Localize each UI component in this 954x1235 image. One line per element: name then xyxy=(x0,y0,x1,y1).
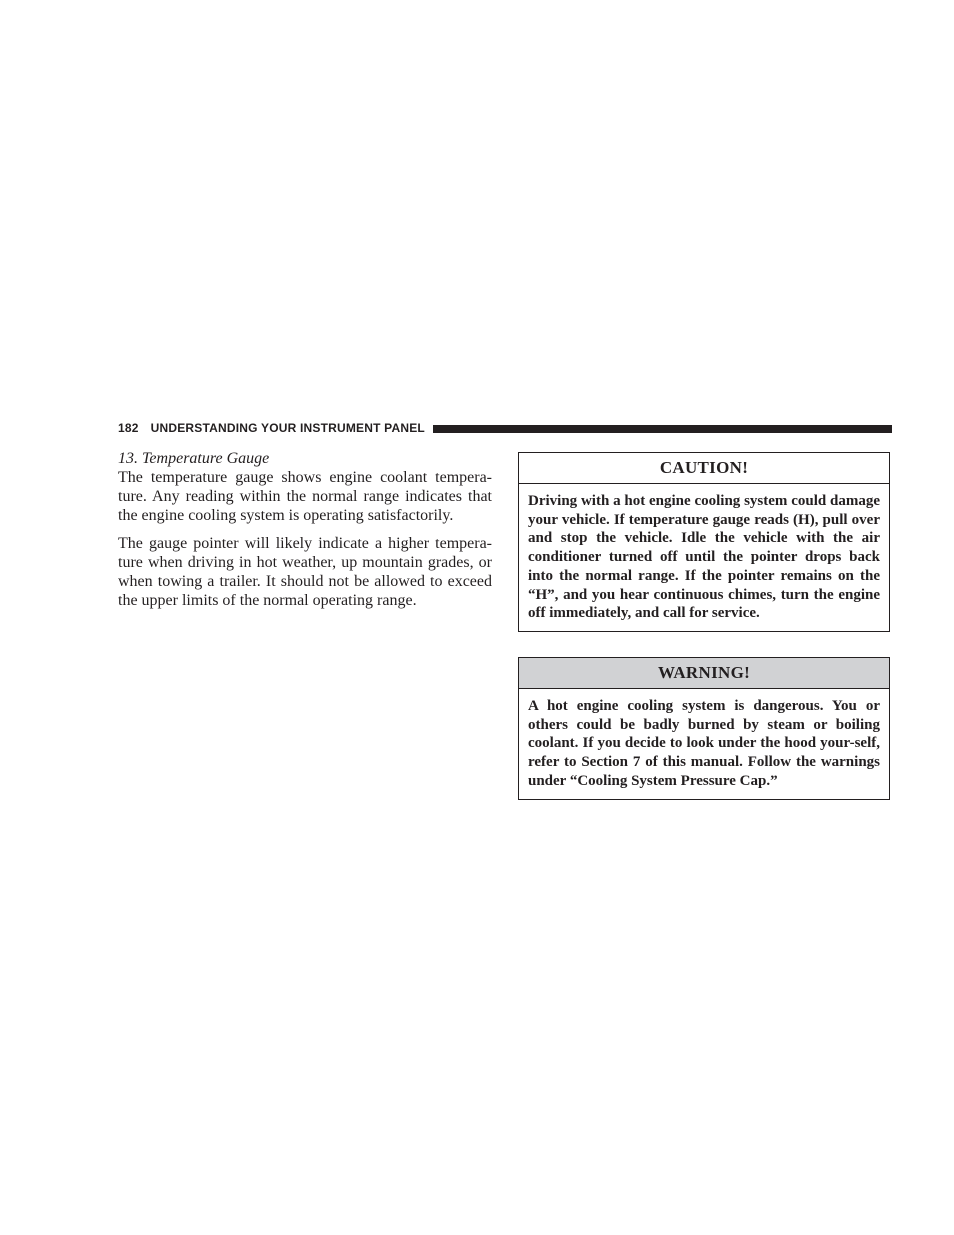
section-title: UNDERSTANDING YOUR INSTRUMENT PANEL xyxy=(150,421,425,435)
header-rule xyxy=(433,425,892,433)
caution-box xyxy=(518,452,890,632)
caution-body: Driving with a hot engine cooling system could damage your vehicle. If temperature gauge reads (H), pull over and stop the vehicle. Idle the vehicle with the air conditioner turned off until the pointer drops back into the normal range. If the pointer remains on the “H”, and you hear continuous chimes, turn the engine off immediately, and call for service. xyxy=(528,493,880,622)
page-number: 182 xyxy=(118,421,139,435)
warning-box xyxy=(518,657,890,800)
warning-body: A hot engine cooling system is dangerous. You or others could be badly burned by steam or boiling coolant. If you decide to look under the hood your-self, refer to Section 7 of this manual. Follow the warnings under “Cooling System Pressure Cap.” xyxy=(528,698,880,789)
sub-heading: 13. Temperature Gauge xyxy=(118,450,270,467)
page-header xyxy=(118,420,892,436)
body-paragraph: The temperature gauge shows engine coolant tempera-ture. Any reading within the normal range indicates that the engine cooling system is operating satisfactorily. xyxy=(118,469,492,524)
left-column xyxy=(118,449,492,619)
caution-title: CAUTION! xyxy=(519,453,889,484)
body-paragraph: The gauge pointer will likely indicate a higher tempera-ture when driving in hot weather, up mountain grades, or when towing a trailer. It should not be allowed to exceed the upper limits of the normal operating range. xyxy=(118,535,492,609)
warning-title: WARNING! xyxy=(519,658,889,689)
